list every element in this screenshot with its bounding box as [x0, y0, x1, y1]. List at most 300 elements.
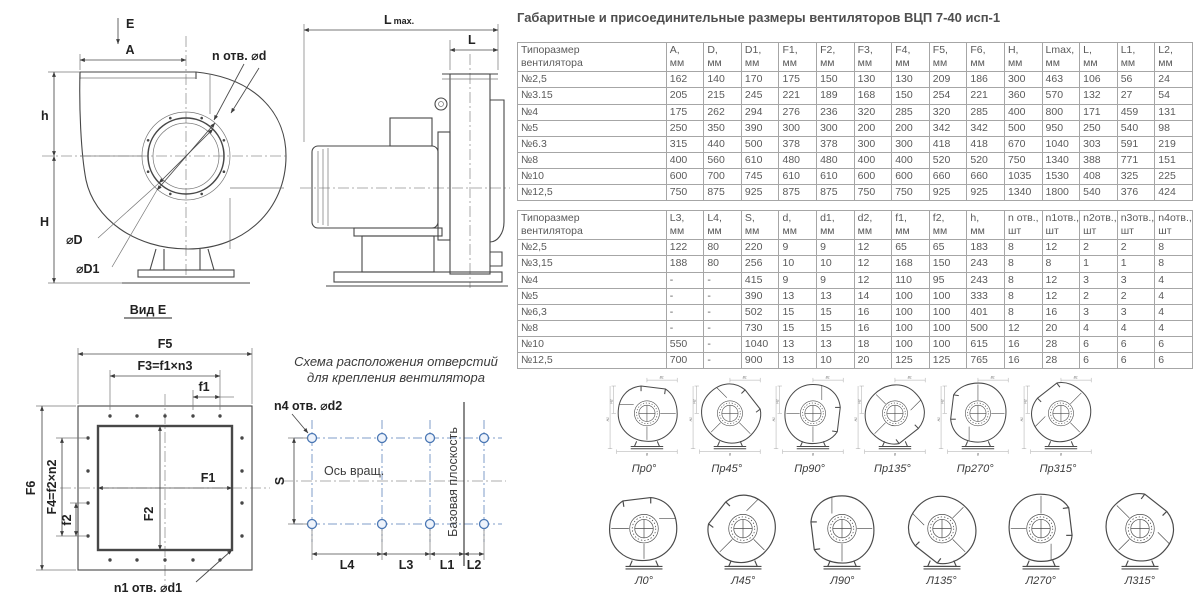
column-header: D1, мм [741, 43, 779, 72]
column-header: S, мм [741, 211, 779, 240]
column-header: n1отв., шт [1042, 211, 1080, 240]
svg-text:Н2: Н2 [858, 399, 863, 404]
cell: 80 [704, 256, 742, 272]
fan-orientation-diagram [604, 372, 684, 475]
column-header: H, мм [1004, 43, 1042, 72]
cell: 8 [1004, 304, 1042, 320]
cell: 168 [854, 88, 892, 104]
cell: 100 [892, 304, 930, 320]
cell: 168 [892, 256, 930, 272]
cell: 200 [854, 120, 892, 136]
svg-text:Н2: Н2 [1023, 399, 1028, 404]
svg-text:Н1: Н1 [937, 417, 942, 422]
cell: 418 [967, 136, 1005, 152]
cell: 54 [1155, 88, 1193, 104]
cell: 221 [779, 88, 817, 104]
cell: 875 [817, 185, 855, 201]
cell: 276 [779, 104, 817, 120]
column-header: D, мм [704, 43, 742, 72]
fan-front-view-drawing [16, 4, 292, 296]
dimension-label-a: A [125, 43, 135, 57]
row-label: №10 [518, 337, 667, 353]
table-row [518, 304, 1193, 320]
cell: 100 [892, 288, 930, 304]
cell: 600 [666, 169, 704, 185]
cell: 24 [1155, 72, 1193, 88]
fan-orientation-label: Л135° [926, 575, 957, 587]
cell: 6 [1080, 337, 1118, 353]
row-label: №8 [518, 320, 667, 336]
cell: 130 [854, 72, 892, 88]
dimension-label-f3: F3=f1×n3 [137, 359, 193, 373]
svg-text:В: В [977, 452, 980, 457]
cell: 600 [854, 169, 892, 185]
cell: 256 [741, 256, 779, 272]
fan-orientation-label: Л0° [634, 575, 654, 587]
cell: 13 [779, 288, 817, 304]
cell: 400 [666, 152, 704, 168]
cell: 15 [779, 304, 817, 320]
fan-orientation-label: Л90° [830, 575, 855, 587]
table-overall-dimensions [517, 42, 1193, 201]
dimension-label-l4: L4 [339, 558, 355, 572]
cell: 315 [666, 136, 704, 152]
fan-side-view-drawing [292, 4, 514, 296]
dimension-label-dD: ⌀D [66, 233, 83, 247]
cell: 8 [1004, 240, 1042, 256]
cell: 10 [817, 256, 855, 272]
cell: 750 [1004, 152, 1042, 168]
table-row [518, 256, 1193, 272]
cell: 4 [1155, 272, 1193, 288]
cell: 236 [817, 104, 855, 120]
svg-text:Н1: Н1 [771, 417, 776, 422]
cell: 225 [1155, 169, 1193, 185]
column-header: Типоразмер вентилятора [518, 43, 667, 72]
cell: - [666, 272, 704, 288]
mounting-holes-schema [266, 352, 518, 598]
cell: 745 [741, 169, 779, 185]
cell: 376 [1117, 185, 1155, 201]
cell: 12 [854, 240, 892, 256]
cell: 12 [854, 256, 892, 272]
cell: 170 [741, 72, 779, 88]
cell: 13 [779, 337, 817, 353]
cell: 9 [779, 240, 817, 256]
table-row [518, 72, 1193, 88]
cell: 390 [741, 288, 779, 304]
cell: 100 [929, 288, 967, 304]
cell: 4 [1155, 288, 1193, 304]
dimension-label-l: L [468, 33, 476, 47]
cell: 401 [967, 304, 1005, 320]
base-plane-label: Базовая плоскость [446, 427, 460, 537]
cell: 243 [967, 256, 1005, 272]
cell: 65 [929, 240, 967, 256]
column-header: d, мм [779, 211, 817, 240]
cell: 131 [1155, 104, 1193, 120]
cell: 110 [892, 272, 930, 288]
dimension-label-n1-otv: n1 отв. ⌀d1 [113, 581, 183, 595]
cell: 4 [1080, 320, 1118, 336]
dimension-label-f5: F5 [157, 337, 173, 351]
cell: 700 [704, 169, 742, 185]
cell: 2 [1080, 240, 1118, 256]
cell: 100 [929, 304, 967, 320]
cell: 3 [1117, 272, 1155, 288]
cell: 10 [817, 353, 855, 369]
dimension-label-f2-small: f2 [60, 514, 74, 526]
row-label: №3,15 [518, 256, 667, 272]
cell: 1340 [1042, 152, 1080, 168]
cell: 750 [892, 185, 930, 201]
cell: - [666, 320, 704, 336]
cell: 300 [854, 136, 892, 152]
cell: 215 [704, 88, 742, 104]
cell: 262 [704, 104, 742, 120]
dimension-label-h: h [41, 109, 49, 123]
cell: 424 [1155, 185, 1193, 201]
svg-text:В1: В1 [659, 375, 664, 380]
table-row [518, 337, 1193, 353]
cell: 415 [741, 272, 779, 288]
cell: 333 [967, 288, 1005, 304]
column-header: F1, мм [779, 43, 817, 72]
cell: 9 [779, 272, 817, 288]
row-label: №12,5 [518, 185, 667, 201]
cell: 150 [817, 72, 855, 88]
table-row [518, 136, 1193, 152]
cell: - [704, 272, 742, 288]
fan-orientation-label: Пр45° [711, 463, 743, 475]
cell: 13 [817, 288, 855, 304]
cell: 65 [892, 240, 930, 256]
column-header: F3, мм [854, 43, 892, 72]
cell: 800 [1042, 104, 1080, 120]
cell: 360 [1004, 88, 1042, 104]
cell: 1340 [1004, 185, 1042, 201]
cell: 1800 [1042, 185, 1080, 201]
column-header: F2, мм [817, 43, 855, 72]
cell: 875 [704, 185, 742, 201]
cell: 378 [817, 136, 855, 152]
column-header: A, мм [666, 43, 704, 72]
cell: 3 [1117, 304, 1155, 320]
cell: 4 [1155, 320, 1193, 336]
cell: 8 [1004, 272, 1042, 288]
fan-orientation-label: Л270° [1025, 575, 1056, 587]
cell: - [704, 304, 742, 320]
column-header: F5, мм [929, 43, 967, 72]
cell: 4 [1155, 304, 1193, 320]
cell: 254 [929, 88, 967, 104]
column-header: L3, мм [666, 211, 704, 240]
cell: 12 [1042, 272, 1080, 288]
svg-text:В1: В1 [990, 375, 995, 380]
cell: 10 [779, 256, 817, 272]
cell: 2 [1080, 288, 1118, 304]
cell: 320 [854, 104, 892, 120]
dimension-label-l2: L2 [466, 558, 482, 572]
cell: 1 [1117, 256, 1155, 272]
dimension-label-f1-small: f1 [198, 380, 210, 394]
cell: 13 [817, 337, 855, 353]
column-header: L1, мм [1117, 43, 1155, 72]
cell: 80 [704, 240, 742, 256]
cell: 8 [1004, 256, 1042, 272]
fan-orientation-diagram [798, 490, 886, 587]
column-header: Типоразмер вентилятора [518, 211, 667, 240]
svg-text:Н2: Н2 [775, 399, 780, 404]
cell: 100 [929, 320, 967, 336]
cell: - [704, 288, 742, 304]
cell: 140 [704, 72, 742, 88]
cell: 4 [1117, 320, 1155, 336]
cell: 12 [1004, 320, 1042, 336]
column-header: f1, мм [892, 211, 930, 240]
cell: 95 [929, 272, 967, 288]
column-header: d1, мм [817, 211, 855, 240]
cell: 175 [666, 104, 704, 120]
cell: - [704, 320, 742, 336]
cell: 388 [1080, 152, 1118, 168]
dimension-label-f6: F6 [24, 480, 38, 496]
column-header: F4, мм [892, 43, 930, 72]
table-row [518, 169, 1193, 185]
svg-text:В1: В1 [742, 375, 747, 380]
cell: 350 [704, 120, 742, 136]
row-label: №2,5 [518, 240, 667, 256]
row-label: №2,5 [518, 72, 667, 88]
cell: 925 [967, 185, 1005, 201]
cell: 200 [892, 120, 930, 136]
cell: 325 [1117, 169, 1155, 185]
cell: - [704, 353, 742, 369]
cell: 122 [666, 240, 704, 256]
cell: 320 [929, 104, 967, 120]
column-header: L2, мм [1155, 43, 1193, 72]
svg-text:В1: В1 [908, 375, 913, 380]
cell: 294 [741, 104, 779, 120]
schema-title-line1: Схема расположения отверстий [294, 354, 498, 369]
cell: 3 [1080, 272, 1118, 288]
fan-orientation-diagram [699, 490, 787, 587]
cell: 20 [1042, 320, 1080, 336]
cell: 16 [1004, 353, 1042, 369]
svg-text:В1: В1 [1073, 375, 1078, 380]
cell: 615 [967, 337, 1005, 353]
cell: 925 [741, 185, 779, 201]
cell: 463 [1042, 72, 1080, 88]
cell: 183 [967, 240, 1005, 256]
cell: 1040 [1042, 136, 1080, 152]
view-e-flange-drawing [20, 298, 276, 598]
dimension-label-n-otv: n отв. ⌀d [212, 49, 267, 63]
svg-text:В: В [811, 452, 814, 457]
cell: 12 [1042, 288, 1080, 304]
cell: 1040 [741, 337, 779, 353]
cell: 1 [1080, 256, 1118, 272]
column-header: f2, мм [929, 211, 967, 240]
cell: 520 [929, 152, 967, 168]
cell: 106 [1080, 72, 1118, 88]
cell: 560 [704, 152, 742, 168]
fan-orientation-label: Пр315° [1039, 463, 1077, 475]
cell: 28 [1042, 353, 1080, 369]
dimension-label-f2-inner: F2 [142, 506, 156, 522]
column-header: n отв., шт [1004, 211, 1042, 240]
cell: 418 [929, 136, 967, 152]
cell: 303 [1080, 136, 1118, 152]
fan-orientation-diagram [770, 372, 850, 475]
cell: 900 [741, 353, 779, 369]
cell: 520 [967, 152, 1005, 168]
table-row [518, 104, 1193, 120]
cell: 243 [967, 272, 1005, 288]
cell: 540 [1117, 120, 1155, 136]
row-label: №12,5 [518, 353, 667, 369]
cell: 220 [741, 240, 779, 256]
cell: 15 [817, 320, 855, 336]
cell: 300 [817, 120, 855, 136]
cell: 13 [779, 353, 817, 369]
cell: 610 [817, 169, 855, 185]
cell: 132 [1080, 88, 1118, 104]
cell: 502 [741, 304, 779, 320]
cell: 9 [817, 240, 855, 256]
dimension-label-H: H [40, 215, 50, 229]
table-row [518, 353, 1193, 369]
cell: 8 [1042, 256, 1080, 272]
cell: 2 [1117, 240, 1155, 256]
cell: 300 [892, 136, 930, 152]
cell: 500 [1004, 120, 1042, 136]
column-header: n4отв., шт [1155, 211, 1193, 240]
cell: 660 [929, 169, 967, 185]
table-row [518, 240, 1193, 256]
cell: 285 [967, 104, 1005, 120]
cell: 8 [1155, 256, 1193, 272]
cell: 342 [929, 120, 967, 136]
cell: 250 [1080, 120, 1118, 136]
cell: 100 [892, 337, 930, 353]
column-header: L4, мм [704, 211, 742, 240]
cell: 600 [892, 169, 930, 185]
row-label: №4 [518, 272, 667, 288]
table-row [518, 120, 1193, 136]
cell: 219 [1155, 136, 1193, 152]
cell: 750 [854, 185, 892, 201]
cell: 12 [1042, 240, 1080, 256]
cell: 390 [741, 120, 779, 136]
svg-text:В1: В1 [825, 375, 830, 380]
svg-text:В: В [728, 452, 731, 457]
fan-orientation-label: Пр135° [873, 463, 911, 475]
page-title: Габаритные и присоединительные размеры вентиляторов ВЦП 7-40 исп-1 [517, 10, 1001, 25]
row-label: №6.3 [518, 136, 667, 152]
cell: 16 [1042, 304, 1080, 320]
cell: 400 [892, 152, 930, 168]
cell: - [666, 288, 704, 304]
cell: 6 [1117, 337, 1155, 353]
fan-orientation-diagram [898, 490, 986, 587]
table-row [518, 272, 1193, 288]
cell: 408 [1080, 169, 1118, 185]
fan-orientation-diagram [1096, 490, 1184, 587]
cell: 765 [967, 353, 1005, 369]
cell: 130 [892, 72, 930, 88]
cell: 245 [741, 88, 779, 104]
cell: 2 [1117, 288, 1155, 304]
cell: 6 [1155, 353, 1193, 369]
cell: 150 [892, 88, 930, 104]
dimension-label-lmax: L max. [384, 13, 415, 27]
dimension-label-l3: L3 [398, 558, 414, 572]
cell: 250 [666, 120, 704, 136]
cell: 98 [1155, 120, 1193, 136]
cell: 209 [929, 72, 967, 88]
cell: 6 [1155, 337, 1193, 353]
cell: 950 [1042, 120, 1080, 136]
cell: 15 [817, 304, 855, 320]
dimension-label-s: S [273, 476, 287, 486]
cell: 500 [967, 320, 1005, 336]
fan-orientation-diagram [600, 490, 688, 587]
cell: - [704, 337, 742, 353]
fan-orientation-diagram [687, 372, 767, 475]
cell: 400 [1004, 104, 1042, 120]
axis-of-rotation-label: Ось вращ. [324, 464, 385, 478]
cell: 221 [967, 88, 1005, 104]
fan-orientation-label: Л45° [731, 575, 756, 587]
cell: 540 [1080, 185, 1118, 201]
fan-orientation-diagram [935, 372, 1015, 475]
table-row [518, 88, 1193, 104]
fan-orientation-diagram [852, 372, 932, 475]
svg-text:Н2: Н2 [940, 399, 945, 404]
svg-text:Н1: Н1 [688, 417, 693, 422]
cell: 125 [929, 353, 967, 369]
dimension-label-f4: F4=f2×n2 [45, 459, 59, 515]
cell: 700 [666, 353, 704, 369]
cell: 480 [817, 152, 855, 168]
column-header: d2, мм [854, 211, 892, 240]
cell: 100 [892, 320, 930, 336]
cell: 378 [779, 136, 817, 152]
cell: 56 [1117, 72, 1155, 88]
cell: 6 [1117, 353, 1155, 369]
cell: 1530 [1042, 169, 1080, 185]
cell: 400 [854, 152, 892, 168]
svg-text:Н1: Н1 [854, 417, 859, 422]
cell: 162 [666, 72, 704, 88]
dimension-label-dD1: ⌀D1 [76, 262, 100, 276]
fan-orientation-diagram [1018, 372, 1098, 475]
cell: 150 [929, 256, 967, 272]
cell: 300 [1004, 72, 1042, 88]
table-row [518, 185, 1193, 201]
table-row [518, 288, 1193, 304]
table-row [518, 320, 1193, 336]
cell: 9 [817, 272, 855, 288]
cell: 1035 [1004, 169, 1042, 185]
fan-orientation-label: Пр0° [631, 463, 657, 475]
cell: 610 [779, 169, 817, 185]
fan-orientation-label: Л315° [1124, 575, 1156, 587]
cell: 750 [666, 185, 704, 201]
cell: 440 [704, 136, 742, 152]
cell: 28 [1042, 337, 1080, 353]
